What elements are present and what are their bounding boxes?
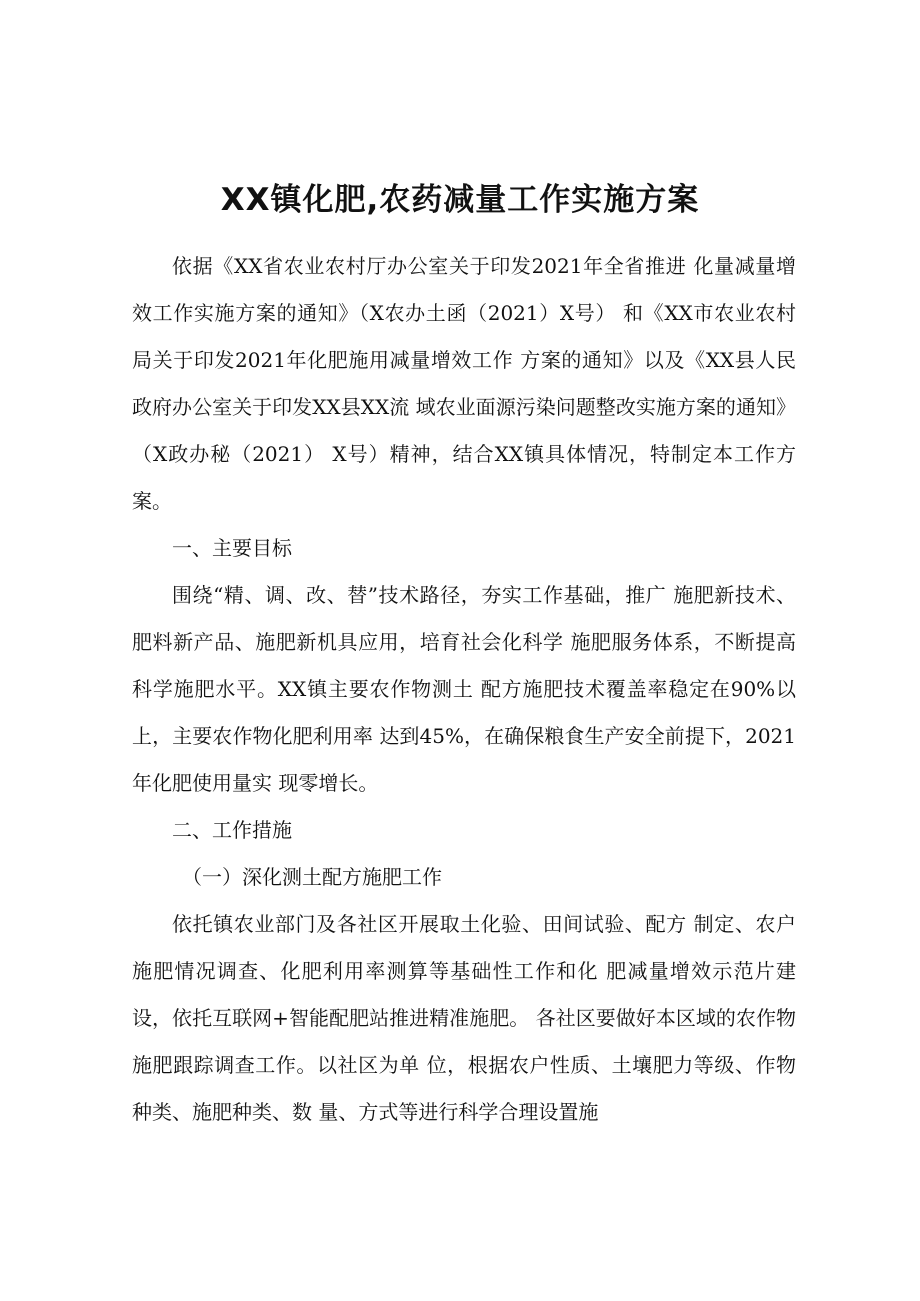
section-heading-measures: 二、工作措施 — [172, 818, 292, 842]
goals-paragraph: 围绕“精、调、改、替”技术路径，夯实工作基础，推广 施肥新技术、肥料新产品、施肥新机具应用，培育社会化科学 施肥服务体系，不断提高科学施肥水平。XX镇主要农作物测土 配方施肥技术覆盖率稳定在90%以上，主要农作物化肥利用率 达到45%，在确保粮食生产安全前提下，2021年化肥使用量实 现零增长。 — [132, 583, 796, 795]
document-title: XX镇化肥,农药减量工作实施方案 — [220, 182, 700, 218]
section-heading-goals: 一、主要目标 — [172, 536, 292, 560]
document-body — [132, 243, 796, 1136]
subsection-heading-soil-testing: （一）深化测土配方施肥工作 — [182, 865, 442, 889]
soil-testing-paragraph: 依托镇农业部门及各社区开展取土化验、田间试验、配方 制定、农户施肥情况调查、化肥利用率测算等基础性工作和化 肥减量增效示范片建设，依托互联网+智能配肥站推进精准施肥。 各社区要做好本区域的农作物施肥跟踪调查工作。以社区为单 位，根据农户性质、土壤肥力等级、作物种类、施肥种类、数 量、方式等进行科学合理设置施 — [132, 912, 796, 1124]
intro-paragraph: 依据《XX省农业农村厅办公室关于印发2021年全省推进 化量减量增效工作实施方案的通知》（X农办土函（2021）X号） 和《XX市农业农村局关于印发2021年化肥施用减量增效工作 方案的通知》以及《XX县人民政府办公室关于印发XX县XX流 域农业面源污染问题整改实施方案的通知》（X政办秘（2021） X号）精神，结合XX镇具体情况，特制定本工作方案。 — [132, 254, 796, 513]
